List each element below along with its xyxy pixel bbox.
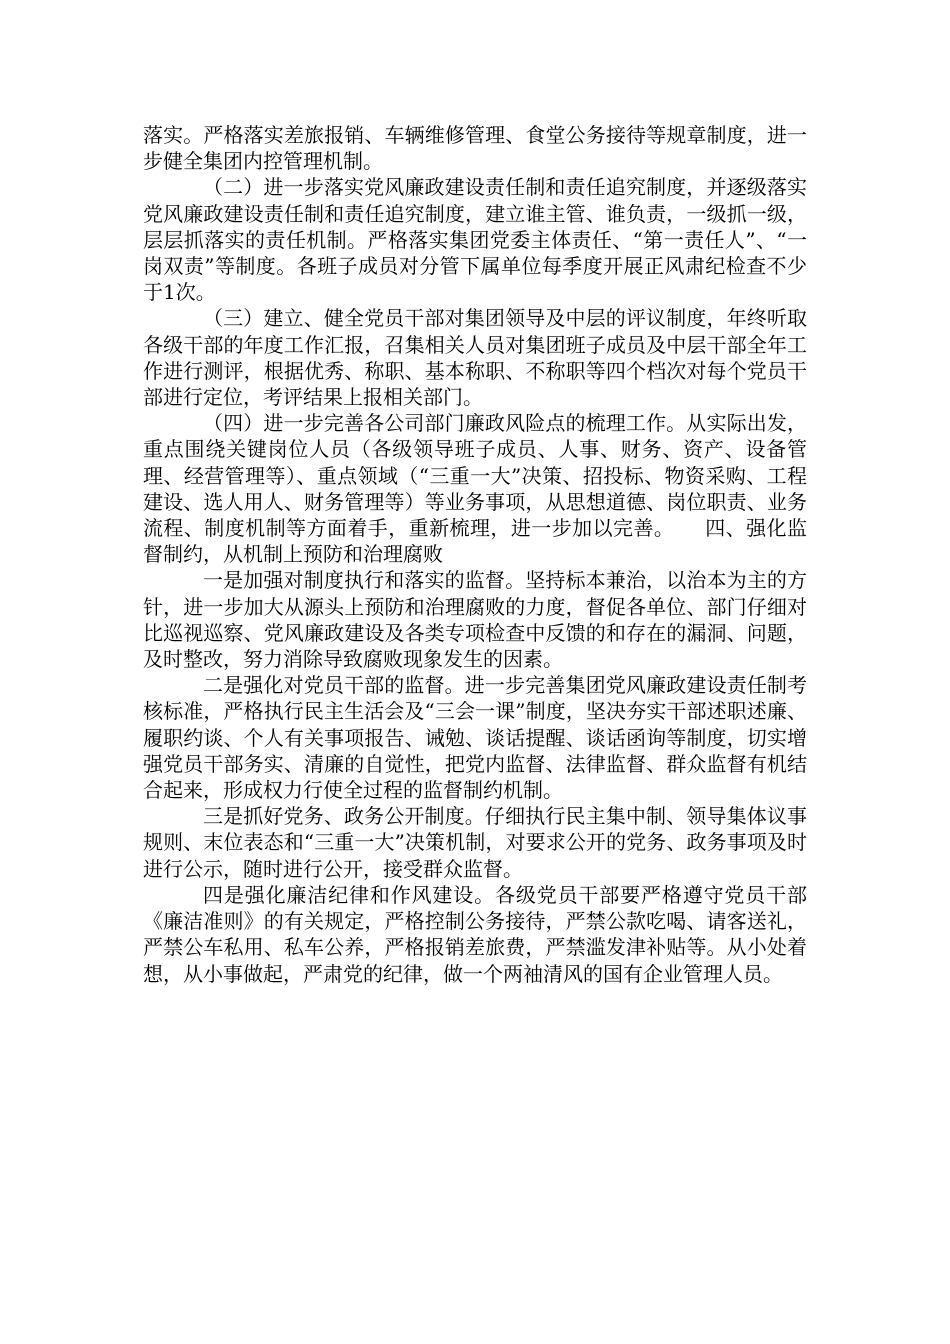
paragraph-item-3: （三）建立、健全党员干部对集团领导及中层的评议制度，年终听取各级干部的年度工作汇报，召集相关人员对集团班子成员及中层干部全年工作进行测评，根据优秀、称职、基本称职、不称职等四个档次对每个党员干部进行定位，考评结果上报相关部门。 [143, 306, 807, 410]
document-body [143, 122, 807, 987]
paragraph-supervision-2: 二是强化对党员干部的监督。进一步完善集团党风廉政建设责任制考核标准，严格执行民主生活会及“三会一课”制度，坚决夯实干部述职述廉、履职约谈、个人有关事项报告、诫勉、谈话提醒、谈话函询等制度，切实增强党员干部务实、清廉的自觉性，把党内监督、法律监督、群众监督有机结合起来，形成权力行使全过程的监督制约机制。 [143, 673, 807, 803]
paragraph-supervision-1: 一是加强对制度执行和落实的监督。坚持标本兼治，以治本为主的方针，进一步加大从源头上预防和治理腐败的力度，督促各单位、部门仔细对比巡视巡察、党风廉政建设及各类专项检查中反馈的和存在的漏洞、问题，及时整改，努力消除导致腐败现象发生的因素。 [143, 568, 807, 672]
paragraph-supervision-4: 四是强化廉洁纪律和作风建设。各级党员干部要严格遵守党员干部《廉洁准则》的有关规定，严格控制公务接待，严禁公款吃喝、请客送礼，严禁公车私用、私车公养，严格报销差旅费，严禁滥发津补贴等。从小处着想，从小事做起，严肃党的纪律，做一个两袖清风的国有企业管理人员。 [143, 882, 807, 986]
paragraph-continuation: 落实。严格落实差旅报销、车辆维修管理、食堂公务接待等规章制度，进一步健全集团内控管理机制。 [143, 123, 807, 174]
paragraph-supervision-3: 三是抓好党务、政务公开制度。仔细执行民主集中制、领导集体议事规则、末位表态和“三重一大”决策机制，对要求公开的党务、政务事项及时进行公示，随时进行公开，接受群众监督。 [143, 804, 807, 881]
paragraph-item-4: （四）进一步完善各公司部门廉政风险点的梳理工作。从实际出发，重点围绕关键岗位人员（各级领导班子成员、人事、财务、资产、设备管理、经营管理等）、重点领域（“三重一大”决策、招投标、物资采购、工程建设、选人用人、财务管理等）等业务事项，从思想道德、岗位职责、业务流程、制度机制等方面着手，重新梳理，进一步加以完善。 四、强化监督制约，从机制上预防和治理腐败 [143, 411, 807, 567]
paragraph-item-2: （二）进一步落实党风廉政建设责任制和责任追究制度，并逐级落实党风廉政建设责任制和责任追究制度，建立谁主管、谁负责，一级抓一级，层层抓落实的责任机制。严格落实集团党委主体责任、“第一责任人”、“一岗双责”等制度。各班子成员对分管下属单位每季度开展正风肃纪检查不少于1次。 [143, 175, 807, 305]
